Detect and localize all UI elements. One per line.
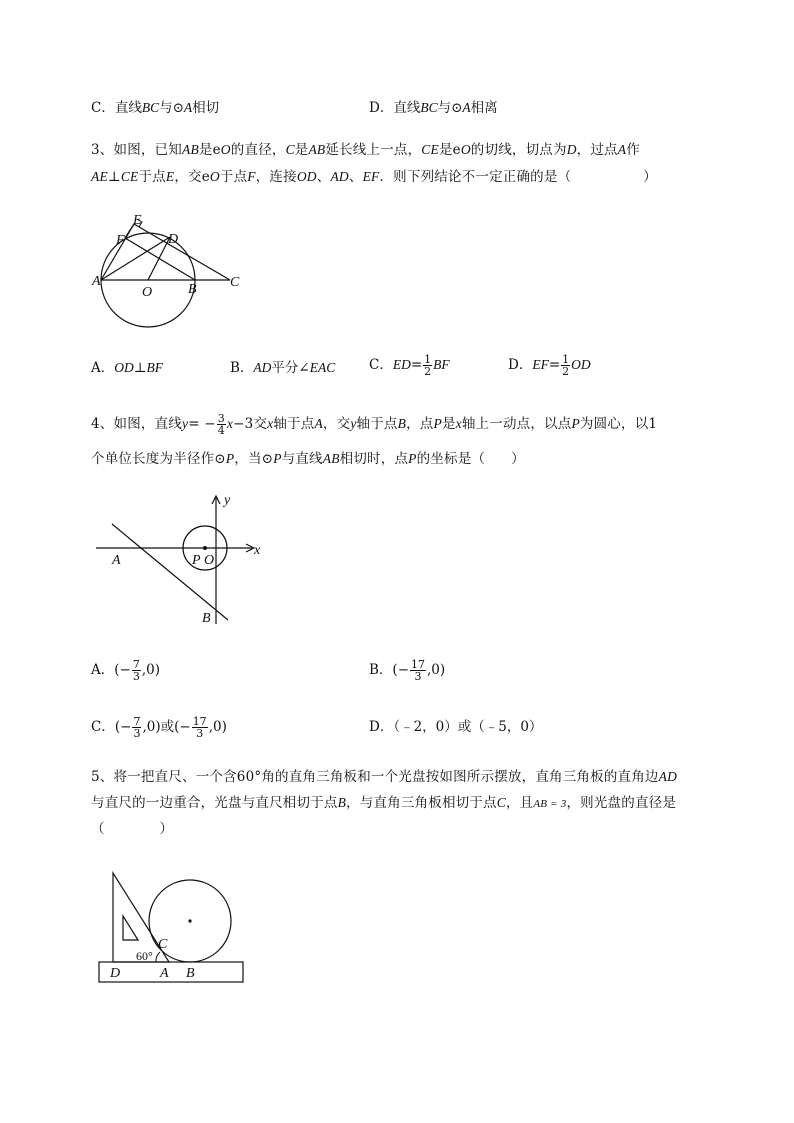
q3-label-e: E (133, 213, 142, 228)
q5-label-d: D (110, 966, 121, 981)
q2-option-d[interactable]: D．直线BC与⊙A相离 (369, 100, 498, 116)
q3-figure (90, 208, 250, 328)
q4-fraction-slope: $\frac{3}{4}$ (217, 412, 225, 437)
q3-option-d[interactable]: D．EF= $\frac{1}{2}$ OD (508, 353, 591, 378)
q4-label-o: O (204, 553, 215, 568)
q4-option-c[interactable]: C．(− $\frac{7}{3}$ ,0)或(− $\frac{17}{3}$ ,0) (91, 715, 227, 740)
q3-option-b[interactable]: B．AD平分∠EAC (230, 360, 336, 376)
q3-option-c[interactable]: C．ED= $\frac{1}{2}$ BF (369, 353, 450, 378)
q5-label-b: B (186, 966, 195, 981)
q4-fraction-17-3: $\frac{17}{3}$ (192, 715, 207, 740)
q5-disc-center (188, 919, 191, 922)
q4-label-b: B (202, 611, 211, 626)
q3-label-o: O (142, 285, 153, 300)
q3-fraction-half: $\frac{1}{2}$ (562, 353, 570, 378)
q2-option-c[interactable]: C．直线BC与⊙A相切 (91, 100, 220, 116)
q4-option-d[interactable]: D．（﹣2，0）或（﹣5，0） (369, 719, 543, 735)
q3-stem-line1: 3、如图，已知AB是eO的直径，C是AB延长线上一点，CE是eO的切线，切点为D，过点A作 (91, 142, 640, 158)
q5-angle-arc (156, 952, 160, 962)
q4-figure (92, 492, 272, 632)
q5-label-angle: 60° (136, 949, 153, 963)
q4-label-a: A (112, 553, 121, 568)
q4-center-p (203, 546, 207, 550)
q5-ruler (99, 962, 243, 982)
q4-fraction-7-3: $\frac{7}{3}$ (132, 658, 140, 683)
q3-stem-line2: AE⊥CE于点E，交eO于点F，连接OD、AD、EF．则下列结论不一定正确的是（ ） (91, 169, 657, 185)
q5-set-square-hole (123, 916, 138, 940)
q3-label-d: D (168, 232, 179, 247)
q3-label-a: A (92, 274, 101, 289)
q5-stem-line1: 5、将一把直尺、一个含60°角的直角三角板和一个光盘按如图所示摆放，直角三角板的直角边AD (91, 769, 678, 785)
q5-stem-line3: （ ） (91, 821, 174, 837)
q4-fraction-7-3: $\frac{7}{3}$ (133, 715, 141, 740)
q5-stem-line2: 与直尺的一边重合，光盘与直尺相切于点B，与直角三角板相切于点C，且AB = 3，则光盘的直径是 (91, 795, 677, 811)
q5-figure (96, 868, 250, 988)
q4-stem-line2: 个单位长度为半径作⊙P，当⊙P与直线AB相切时，点P的坐标是（ ） (91, 451, 525, 467)
q4-label-p: P (192, 553, 201, 568)
q4-stem-line1: 4、如图，直线y= − $\frac{3}{4}$ x−3交x轴于点A，交y轴于点B，点P是x轴上一动点，以点P为圆心，以1 (91, 412, 658, 437)
q3-option-a[interactable]: A．OD⊥BF (91, 360, 163, 376)
q4-label-x: x (254, 543, 261, 558)
q4-label-y: y (224, 493, 231, 508)
q3-label-f: F (116, 233, 125, 248)
q4-line-ab (112, 524, 228, 620)
q4-option-b[interactable]: B．(− $\frac{17}{3}$ ,0) (369, 658, 446, 683)
q5-label-c: C (158, 937, 168, 952)
q4-option-a[interactable]: A．(− $\frac{7}{3}$ ,0) (91, 658, 160, 683)
q3-label-c: C (230, 275, 240, 290)
q4-fraction-17-3: $\frac{17}{3}$ (411, 658, 426, 683)
q3-fraction-half: $\frac{1}{2}$ (424, 353, 432, 378)
q3-label-b: B (188, 282, 197, 297)
q5-label-a: A (160, 966, 169, 981)
